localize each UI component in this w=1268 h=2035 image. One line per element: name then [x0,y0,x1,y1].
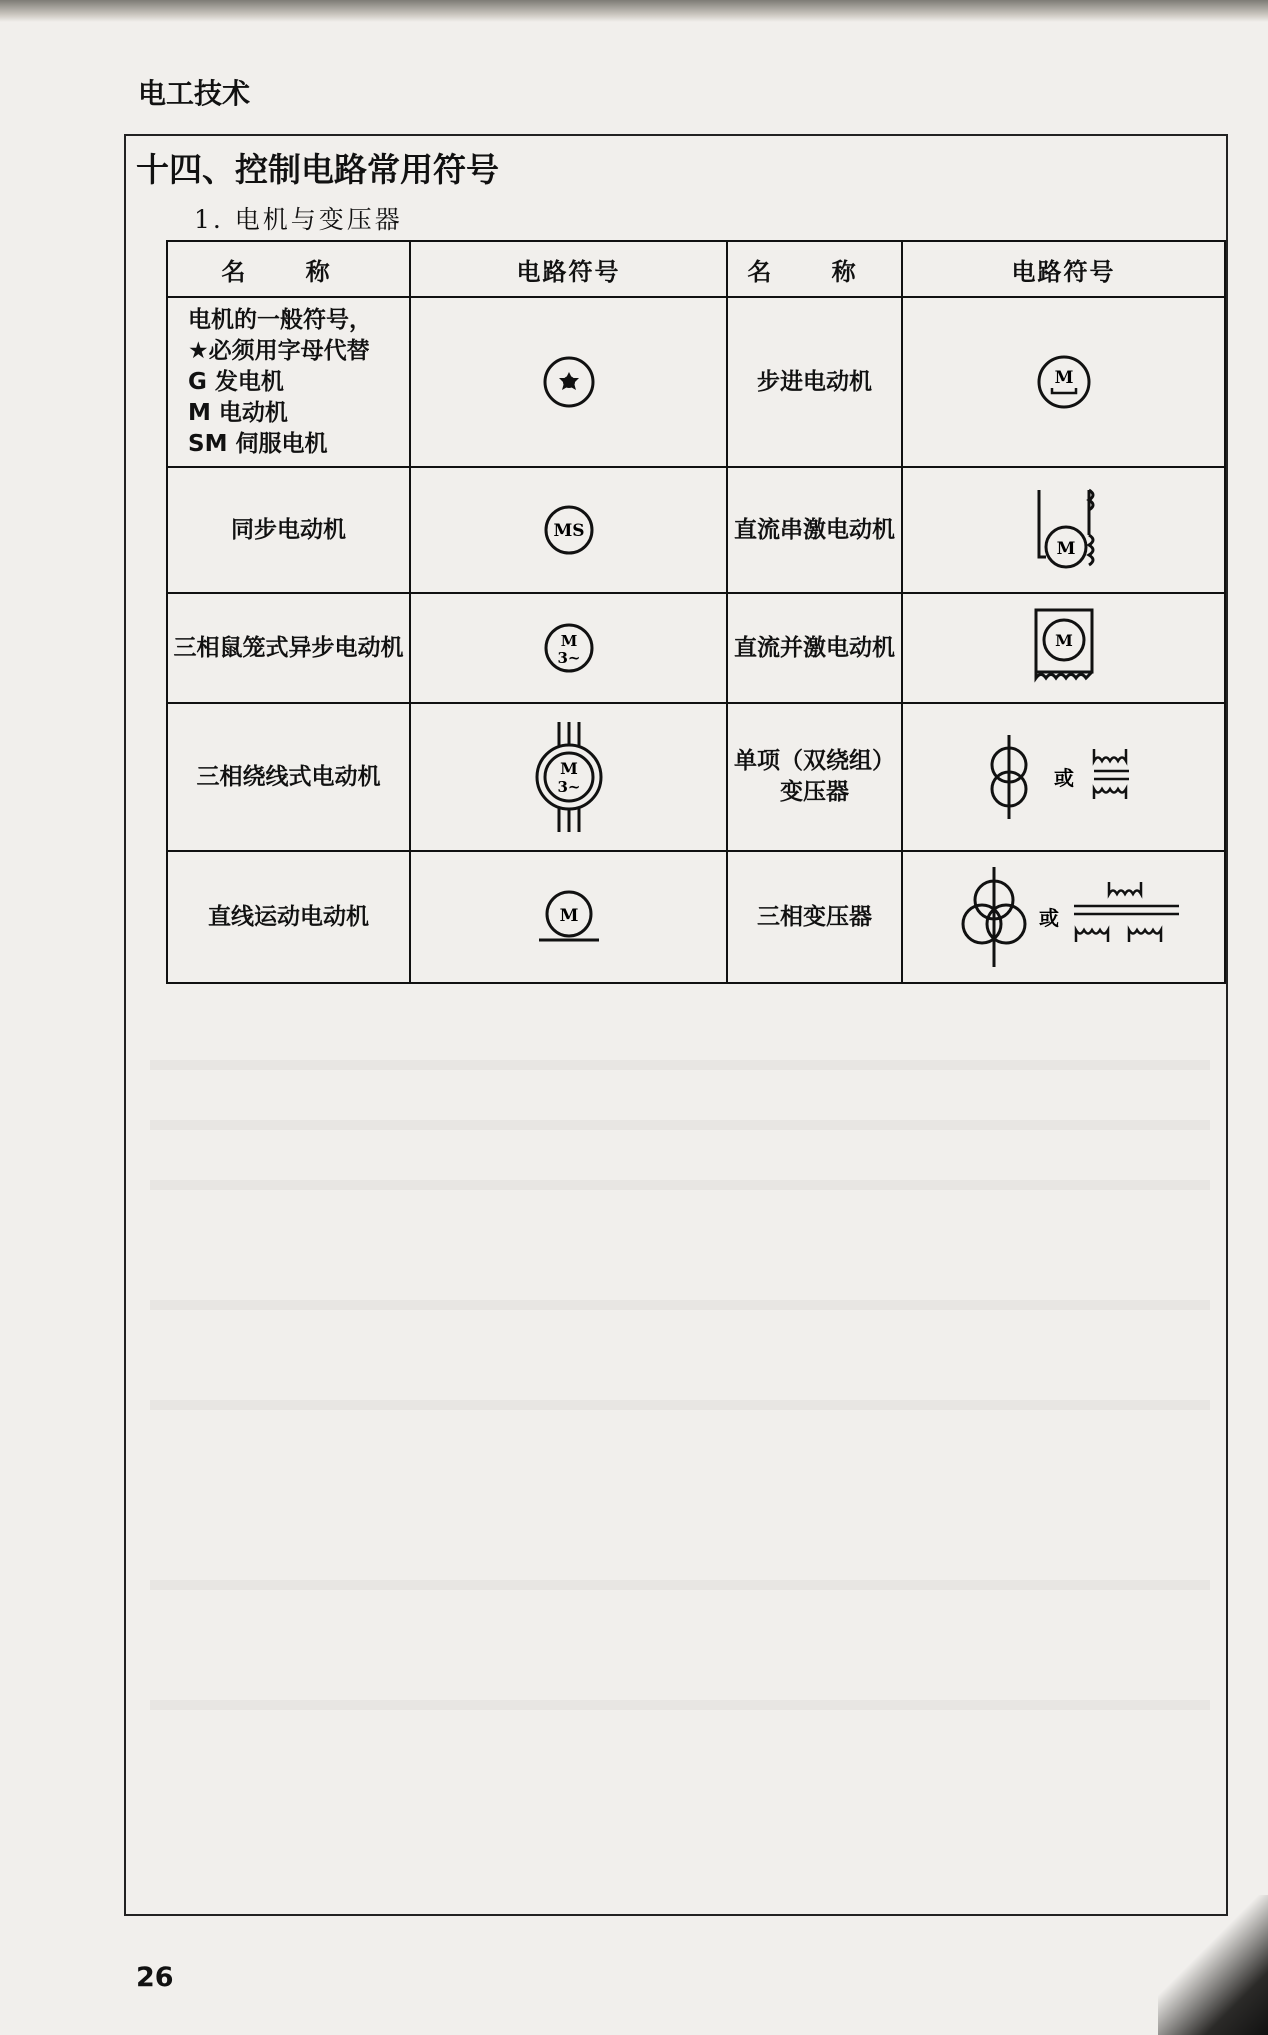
page-top-shadow [0,0,1268,22]
dc-shunt-motor-name: 直流并激电动机 [727,593,902,703]
svg-text:M: M [1056,539,1075,559]
general-motor-name [167,297,410,467]
svg-text:M: M [559,759,578,778]
sync-motor-icon [534,495,604,565]
table-row [167,467,1225,593]
single-phase-transformer-name: 单项（双绕组）变压器 [727,703,902,851]
table-row [167,851,1225,983]
transformer-icon [964,727,1164,827]
svg-text:3~: 3~ [556,778,581,796]
three-phase-transformer-name: 三相变压器 [727,851,902,983]
linear-motor-name: 直线运动电动机 [167,851,410,983]
name-line: G 发电机 [188,368,284,395]
svg-text:MS: MS [552,521,585,541]
col-header-name: 名 称 [167,241,410,297]
svg-text:或: 或 [1053,766,1074,790]
name-line: ★必须用字母代替 [188,337,370,364]
table-row [167,297,1225,467]
bleed-through-text [150,1400,1210,1410]
name-line: 电机的一般符号， [188,306,372,333]
svg-text:3~: 3~ [556,649,581,667]
stepper-motor-symbol [902,297,1225,467]
dc-series-motor-icon [1009,475,1119,585]
wound-rotor-motor-icon [514,717,624,837]
name-line: SM 伺服电机 [188,430,328,457]
col-header-symbol: 电路符号 [410,241,727,297]
bleed-through-text [150,1060,1210,1070]
sync-motor-symbol [410,467,727,593]
table-row [167,593,1225,703]
bleed-through-text [150,1700,1210,1710]
name-line: M 电动机 [188,399,288,426]
bleed-through-text [150,1120,1210,1130]
wound-rotor-motor-name: 三相绕线式电动机 [167,703,410,851]
single-phase-transformer-symbol [902,703,1225,851]
svg-text:M: M [1054,631,1073,650]
col-header-symbol: 电路符号 [902,241,1225,297]
bleed-through-text [150,1300,1210,1310]
linear-motor-symbol [410,851,727,983]
col-header-name: 名 称 [727,241,902,297]
three-phase-motor-icon [534,613,604,683]
squirrel-cage-motor-name: 三相鼠笼式异步电动机 [167,593,410,703]
motor-star-icon [534,347,604,417]
table-header-row [167,241,1225,297]
dc-shunt-motor-symbol [902,593,1225,703]
squirrel-cage-motor-symbol [410,593,727,703]
svg-text:M: M [560,632,577,650]
page-corner-shadow [1158,1895,1268,2035]
three-phase-transformer-icon [944,862,1184,972]
wound-rotor-motor-symbol [410,703,727,851]
bleed-through-text [150,1180,1210,1190]
dc-series-motor-name: 直流串激电动机 [727,467,902,593]
symbol-table [166,240,1226,984]
book-header: 电工技术 [138,77,251,110]
stepper-motor-name: 步进电动机 [727,297,902,467]
sync-motor-name: 同步电动机 [167,467,410,593]
table-row [167,703,1225,851]
subsection-title: 1. 电机与变压器 [194,205,403,234]
svg-text:M: M [559,906,578,926]
section-title: 十四、控制电路常用符号 [136,150,499,189]
bleed-through-text [150,1580,1210,1590]
stepper-motor-icon [1024,342,1104,422]
dc-shunt-motor-icon [1014,598,1114,698]
linear-motor-icon [529,882,609,952]
page-number: 26 [136,1962,174,1993]
dc-series-motor-symbol [902,467,1225,593]
general-motor-symbol [410,297,727,467]
svg-text:M: M [1054,368,1073,388]
svg-text:或: 或 [1038,906,1059,930]
three-phase-transformer-symbol [902,851,1225,983]
